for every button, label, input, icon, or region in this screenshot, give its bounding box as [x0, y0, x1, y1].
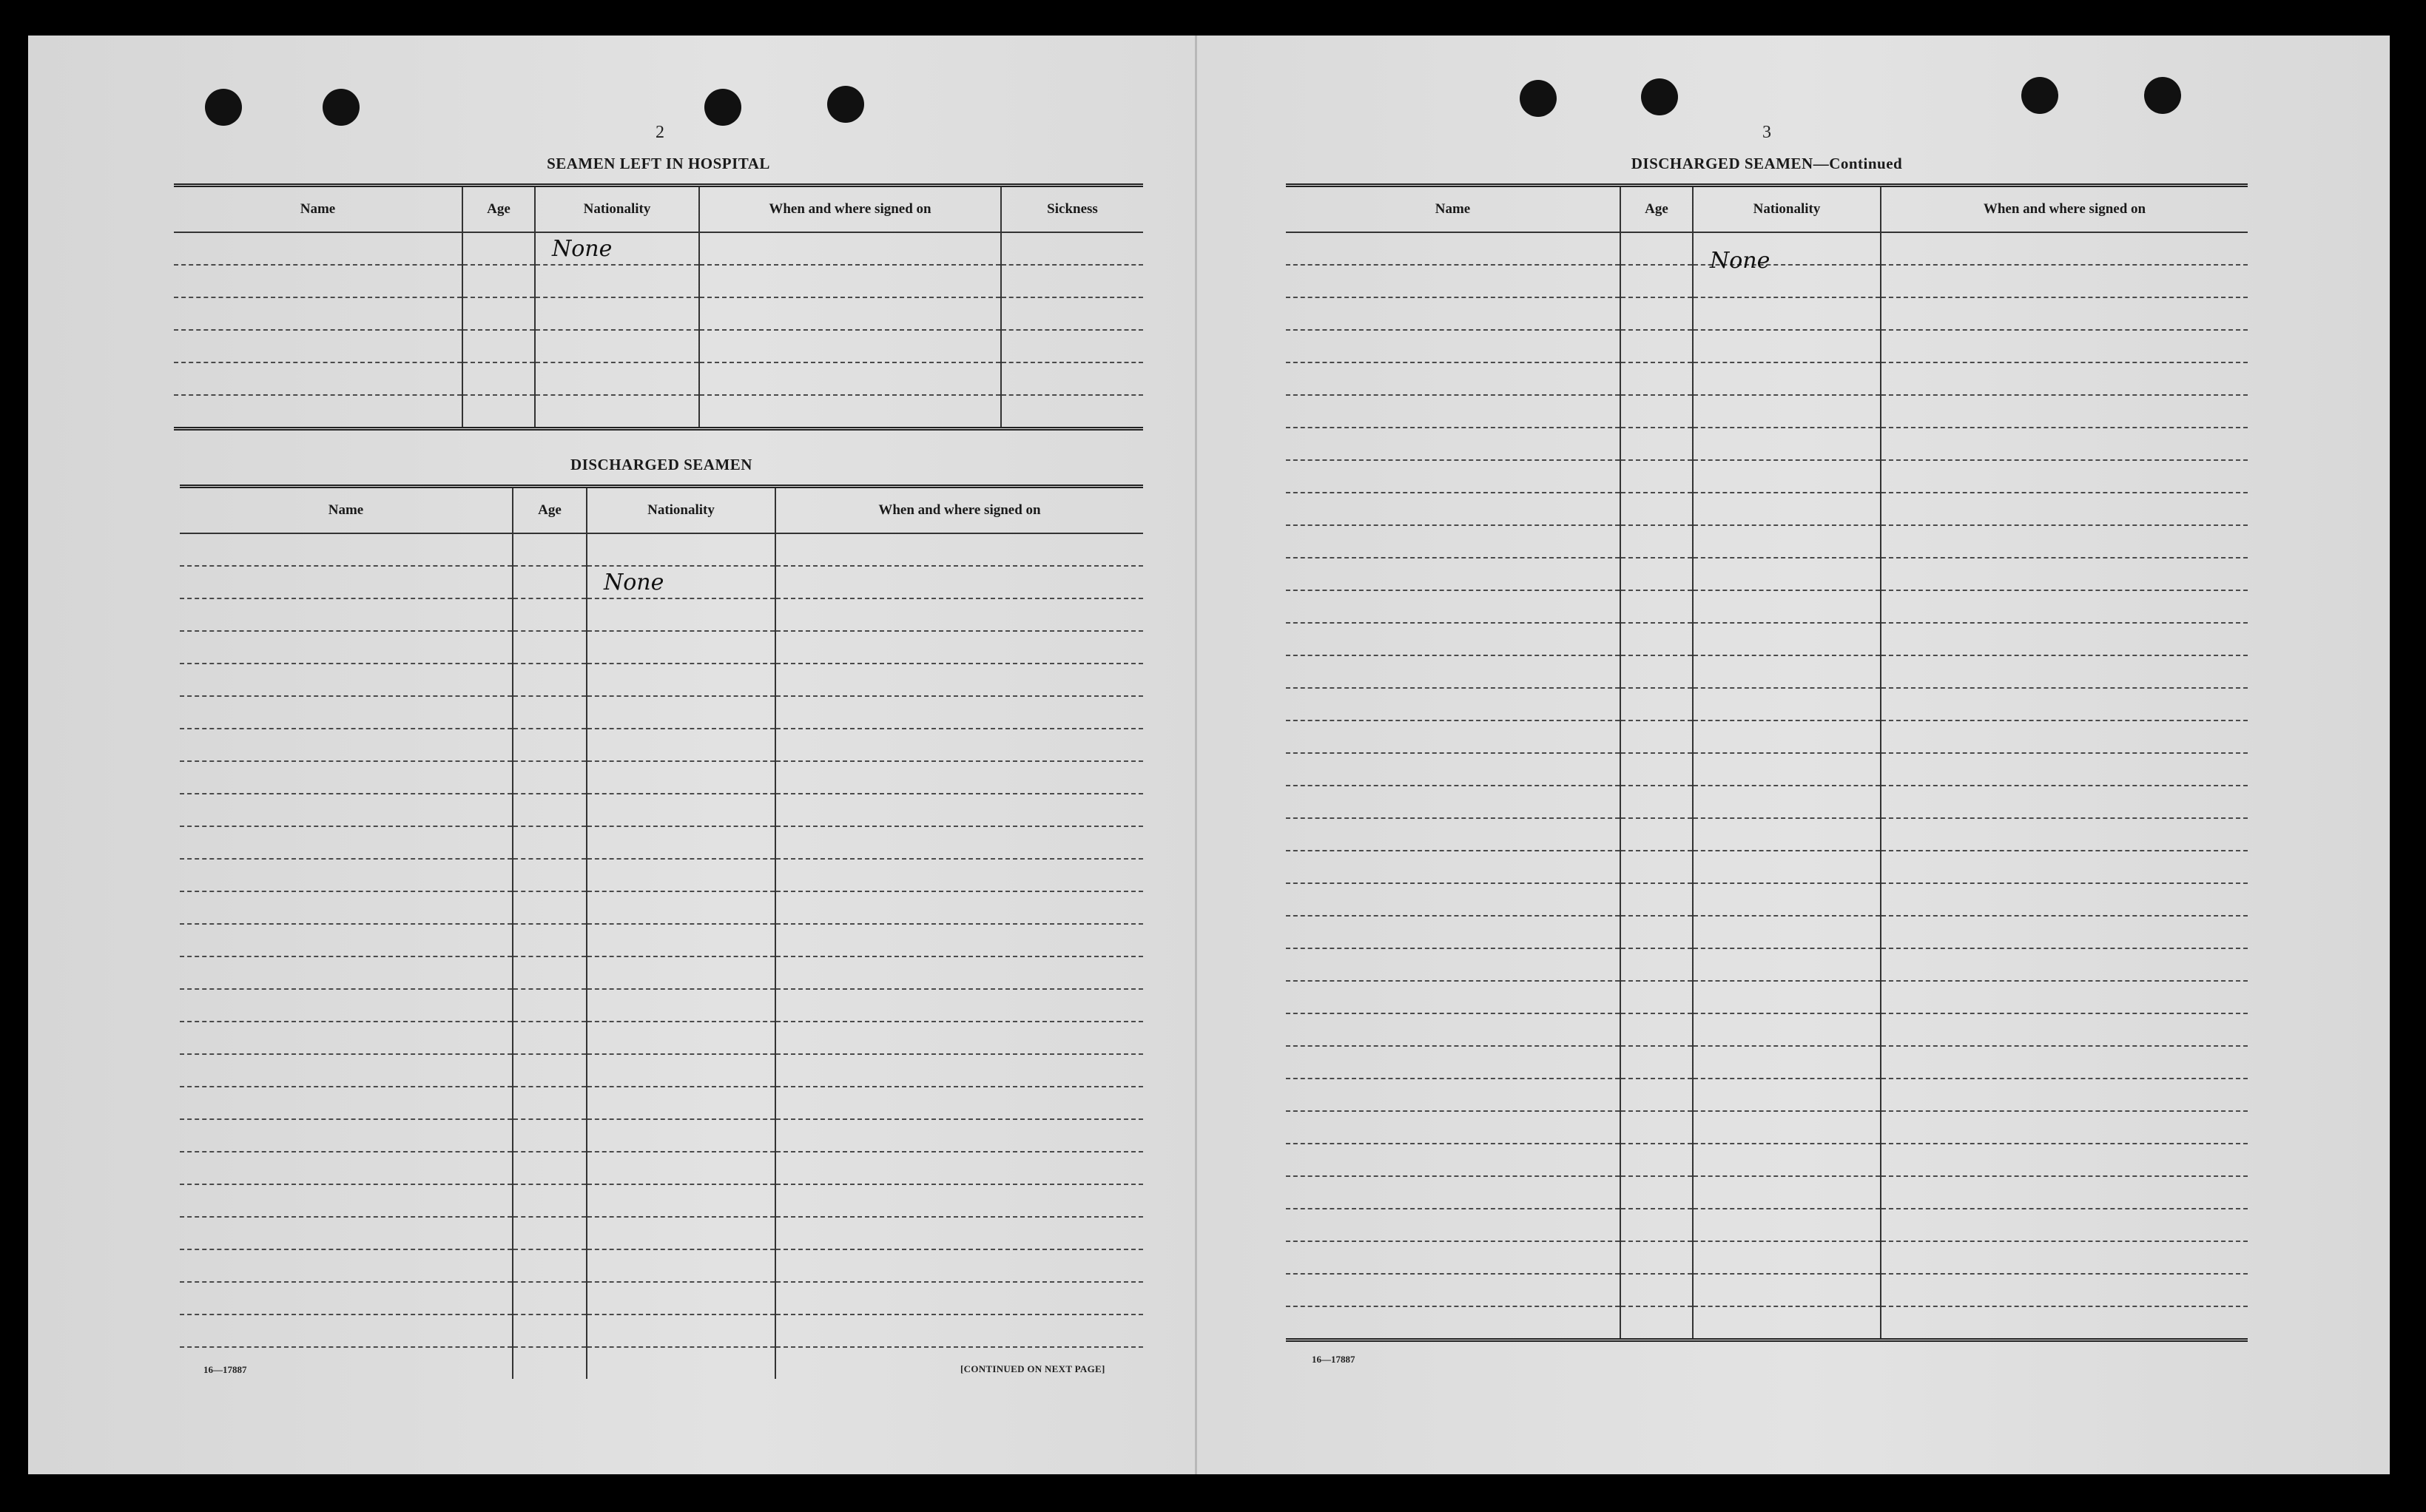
page-number-right: 3 [1762, 123, 1771, 142]
handwritten-entry: None [1710, 248, 1770, 274]
table-header-row [180, 487, 1143, 534]
hospital-table [174, 183, 1143, 431]
table-row [1286, 558, 2248, 590]
discharged-table [180, 485, 1143, 1379]
table-row [180, 533, 1143, 566]
column-header-name: Name [174, 186, 462, 233]
table-row [180, 1282, 1143, 1314]
table-row [174, 362, 1143, 395]
hospital-rows [174, 232, 1143, 429]
table-row [1286, 916, 2248, 948]
punch-hole [2144, 77, 2181, 114]
table-row [1286, 786, 2248, 818]
discharged-section-title: DISCHARGED SEAMEN [570, 456, 752, 473]
table-row [1286, 1013, 2248, 1046]
table-row [180, 1314, 1143, 1347]
table-row [180, 761, 1143, 794]
handwritten-entry: None [552, 236, 613, 262]
table-row [1286, 1111, 2248, 1144]
table-row [180, 631, 1143, 664]
table-row [1286, 1306, 2248, 1340]
table-row [180, 859, 1143, 891]
table-row [1286, 753, 2248, 786]
table-row [174, 297, 1143, 330]
table-row [1286, 525, 2248, 558]
column-header-age: Age [462, 186, 535, 233]
punch-hole [1520, 80, 1557, 117]
table-header-row [174, 186, 1143, 233]
form-code-right: 16—17887 [1312, 1354, 1355, 1365]
table-row [1286, 948, 2248, 981]
column-header-nationality: Nationality [587, 487, 775, 534]
table-row [180, 566, 1143, 598]
table-row [180, 729, 1143, 761]
nationality-cell [587, 566, 775, 598]
table-row [1286, 1176, 2248, 1209]
table-header-row [1286, 186, 2248, 233]
table-row [174, 395, 1143, 429]
table-row [1286, 1241, 2248, 1274]
table-row [180, 1217, 1143, 1249]
column-header-signed-on: When and where signed on [699, 186, 1001, 233]
punch-hole [2021, 77, 2058, 114]
punch-hole [205, 89, 242, 126]
table-row [1286, 1144, 2248, 1176]
table-row [1286, 493, 2248, 525]
center-fold [1195, 36, 1197, 1474]
table-row [180, 664, 1143, 696]
column-header-sickness: Sickness [1001, 186, 1143, 233]
table-row [1286, 818, 2248, 851]
column-header-nationality: Nationality [535, 186, 699, 233]
table-row [1286, 1046, 2248, 1079]
column-header-age: Age [513, 487, 587, 534]
discharged-rows [180, 533, 1143, 1379]
punch-hole [704, 89, 741, 126]
table-row [180, 696, 1143, 729]
table-row [180, 1184, 1143, 1217]
table-row [1286, 1079, 2248, 1111]
table-row [1286, 362, 2248, 395]
table-row [1286, 395, 2248, 428]
table-row [1286, 1209, 2248, 1241]
punch-hole [323, 89, 360, 126]
table-row [180, 598, 1143, 631]
table-row [1286, 720, 2248, 753]
table-row [180, 826, 1143, 859]
form-code-left: 16—17887 [203, 1364, 247, 1375]
column-header-name: Name [180, 487, 513, 534]
table-row [1286, 297, 2248, 330]
table-row [1286, 428, 2248, 460]
table-row [1286, 232, 2248, 265]
table-row [1286, 655, 2248, 688]
column-header-nationality: Nationality [1693, 186, 1881, 233]
table-row [180, 1054, 1143, 1087]
nationality-cell [535, 232, 699, 265]
table-row [1286, 590, 2248, 623]
table-row [174, 265, 1143, 297]
table-row [180, 956, 1143, 989]
table-row [180, 891, 1143, 924]
punch-hole [827, 86, 864, 123]
table-row [1286, 883, 2248, 916]
continued-note: [CONTINUED ON NEXT PAGE] [960, 1363, 1105, 1374]
discharged-continued-table [1286, 183, 2248, 1342]
table-row [1286, 1274, 2248, 1306]
table-row [180, 1119, 1143, 1152]
punch-hole [1641, 78, 1678, 115]
table-row [1286, 851, 2248, 883]
table-row [180, 794, 1143, 826]
column-header-age: Age [1620, 186, 1693, 233]
table-row [180, 1152, 1143, 1184]
table-row [1286, 265, 2248, 297]
table-row [1286, 330, 2248, 362]
table-row [180, 924, 1143, 956]
discharged-continued-rows [1286, 232, 2248, 1340]
discharged-continued-title: DISCHARGED SEAMEN—Continued [1631, 155, 1903, 172]
table-row [1286, 623, 2248, 655]
table-row [180, 989, 1143, 1022]
table-row [1286, 688, 2248, 720]
hospital-section-title: SEAMEN LEFT IN HOSPITAL [547, 155, 770, 172]
page-number-left: 2 [656, 123, 664, 142]
handwritten-entry: None [604, 570, 664, 595]
table-row [180, 1249, 1143, 1282]
column-header-name: Name [1286, 186, 1620, 233]
table-row [174, 232, 1143, 265]
table-row [1286, 460, 2248, 493]
table-row [1286, 981, 2248, 1013]
column-header-signed-on: When and where signed on [775, 487, 1143, 534]
nationality-cell [1693, 232, 1881, 274]
column-header-signed-on: When and where signed on [1881, 186, 2248, 233]
table-row [180, 1022, 1143, 1054]
table-row [180, 1087, 1143, 1119]
table-row [174, 330, 1143, 362]
